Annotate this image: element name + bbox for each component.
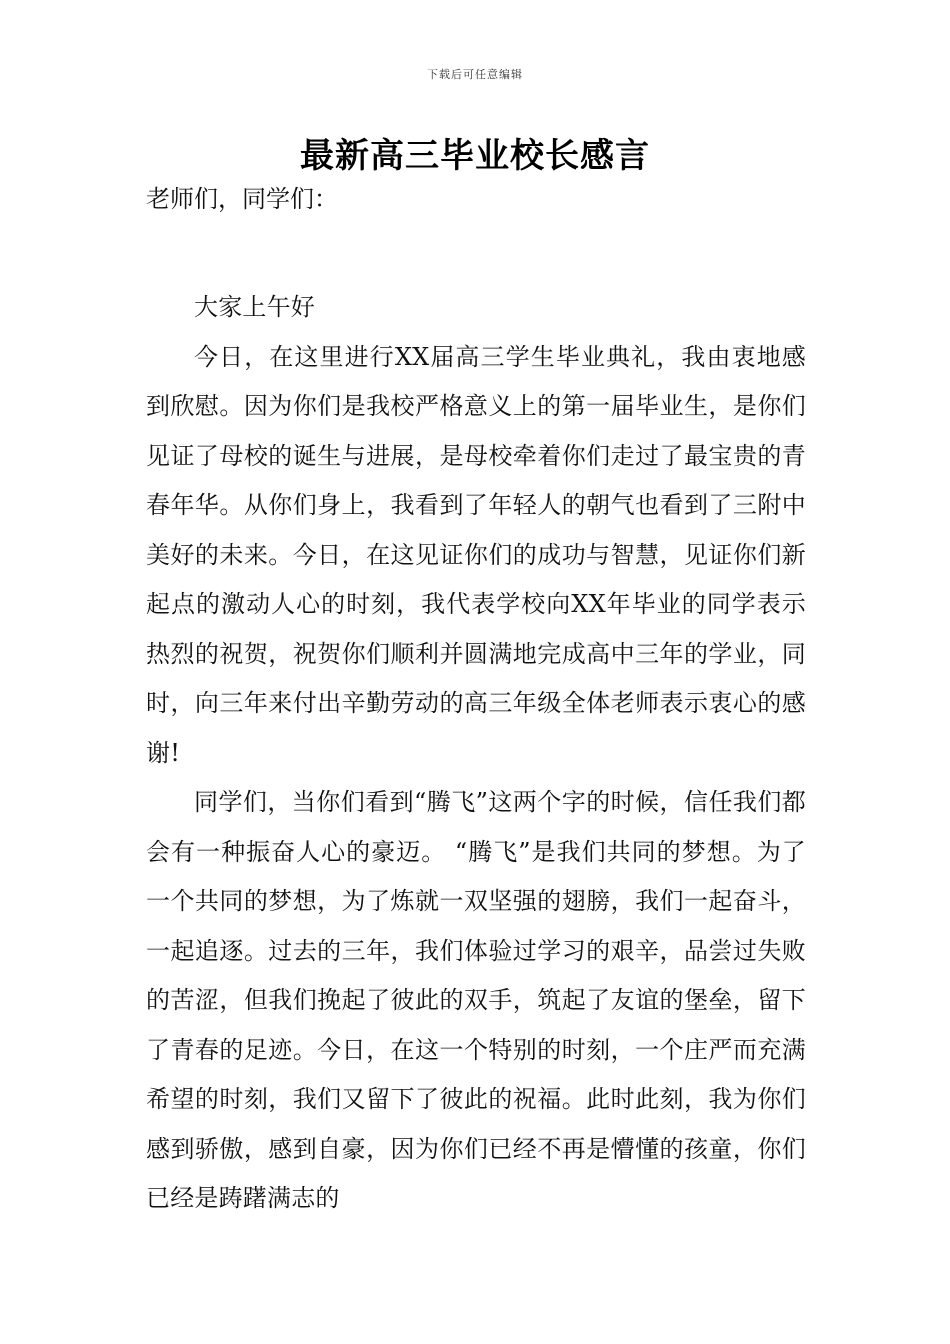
document-body bbox=[146, 283, 806, 1224]
paragraph-greeting: 大家上午好 bbox=[194, 293, 315, 321]
document-title: 最新高三毕业校长感言 bbox=[300, 136, 650, 176]
paragraph-opening: 今日，在这里进行XX届高三学生毕业典礼，我由衷地感到欣慰。因为你们是我校严格意义上的第一届毕业生，是你们见证了母校的诞生与进展，是母校牵着你们走过了最宝贵的青春年华。从你们身上，我看到了年轻人的朝气也看到了三附中美好的未来。今日，在这见证你们的成功与智慧，见证你们新起点的激动人心的时刻，我代表学校向XX年毕业的同学表示热烈的祝贺，祝贺你们顺利并圆满地完成高中三年的学业，同时，向三年来付出辛勤劳动的高三年级全体老师表示衷心的感谢! bbox=[146, 342, 806, 767]
paragraph-tengfei: 同学们，当你们看到“腾飞”这两个字的时候，信任我们都会有一种振奋人心的豪迈。 “腾飞”是我们共同的梦想。为了一个共同的梦想，为了炼就一双坚强的翅膀，我们一起奋斗，一起追逐。过去的三年，我们体验过学习的艰辛，品尝过失败的苦涩，但我们挽起了彼此的双手，筑起了友谊的堡垒，留下了青春的足迹。今日，在这一个特别的时刻，一个庄严而充满希望的时刻，我们又留下了彼此的祝福。此时此刻，我为你们感到骄傲，感到自豪，因为你们已经不再是懵懂的孩童，你们已经是踌躇满志的 bbox=[146, 788, 806, 1212]
header-note: 下载后可任意编辑 bbox=[427, 68, 523, 81]
salutation: 老师们，同学们： bbox=[146, 185, 338, 213]
